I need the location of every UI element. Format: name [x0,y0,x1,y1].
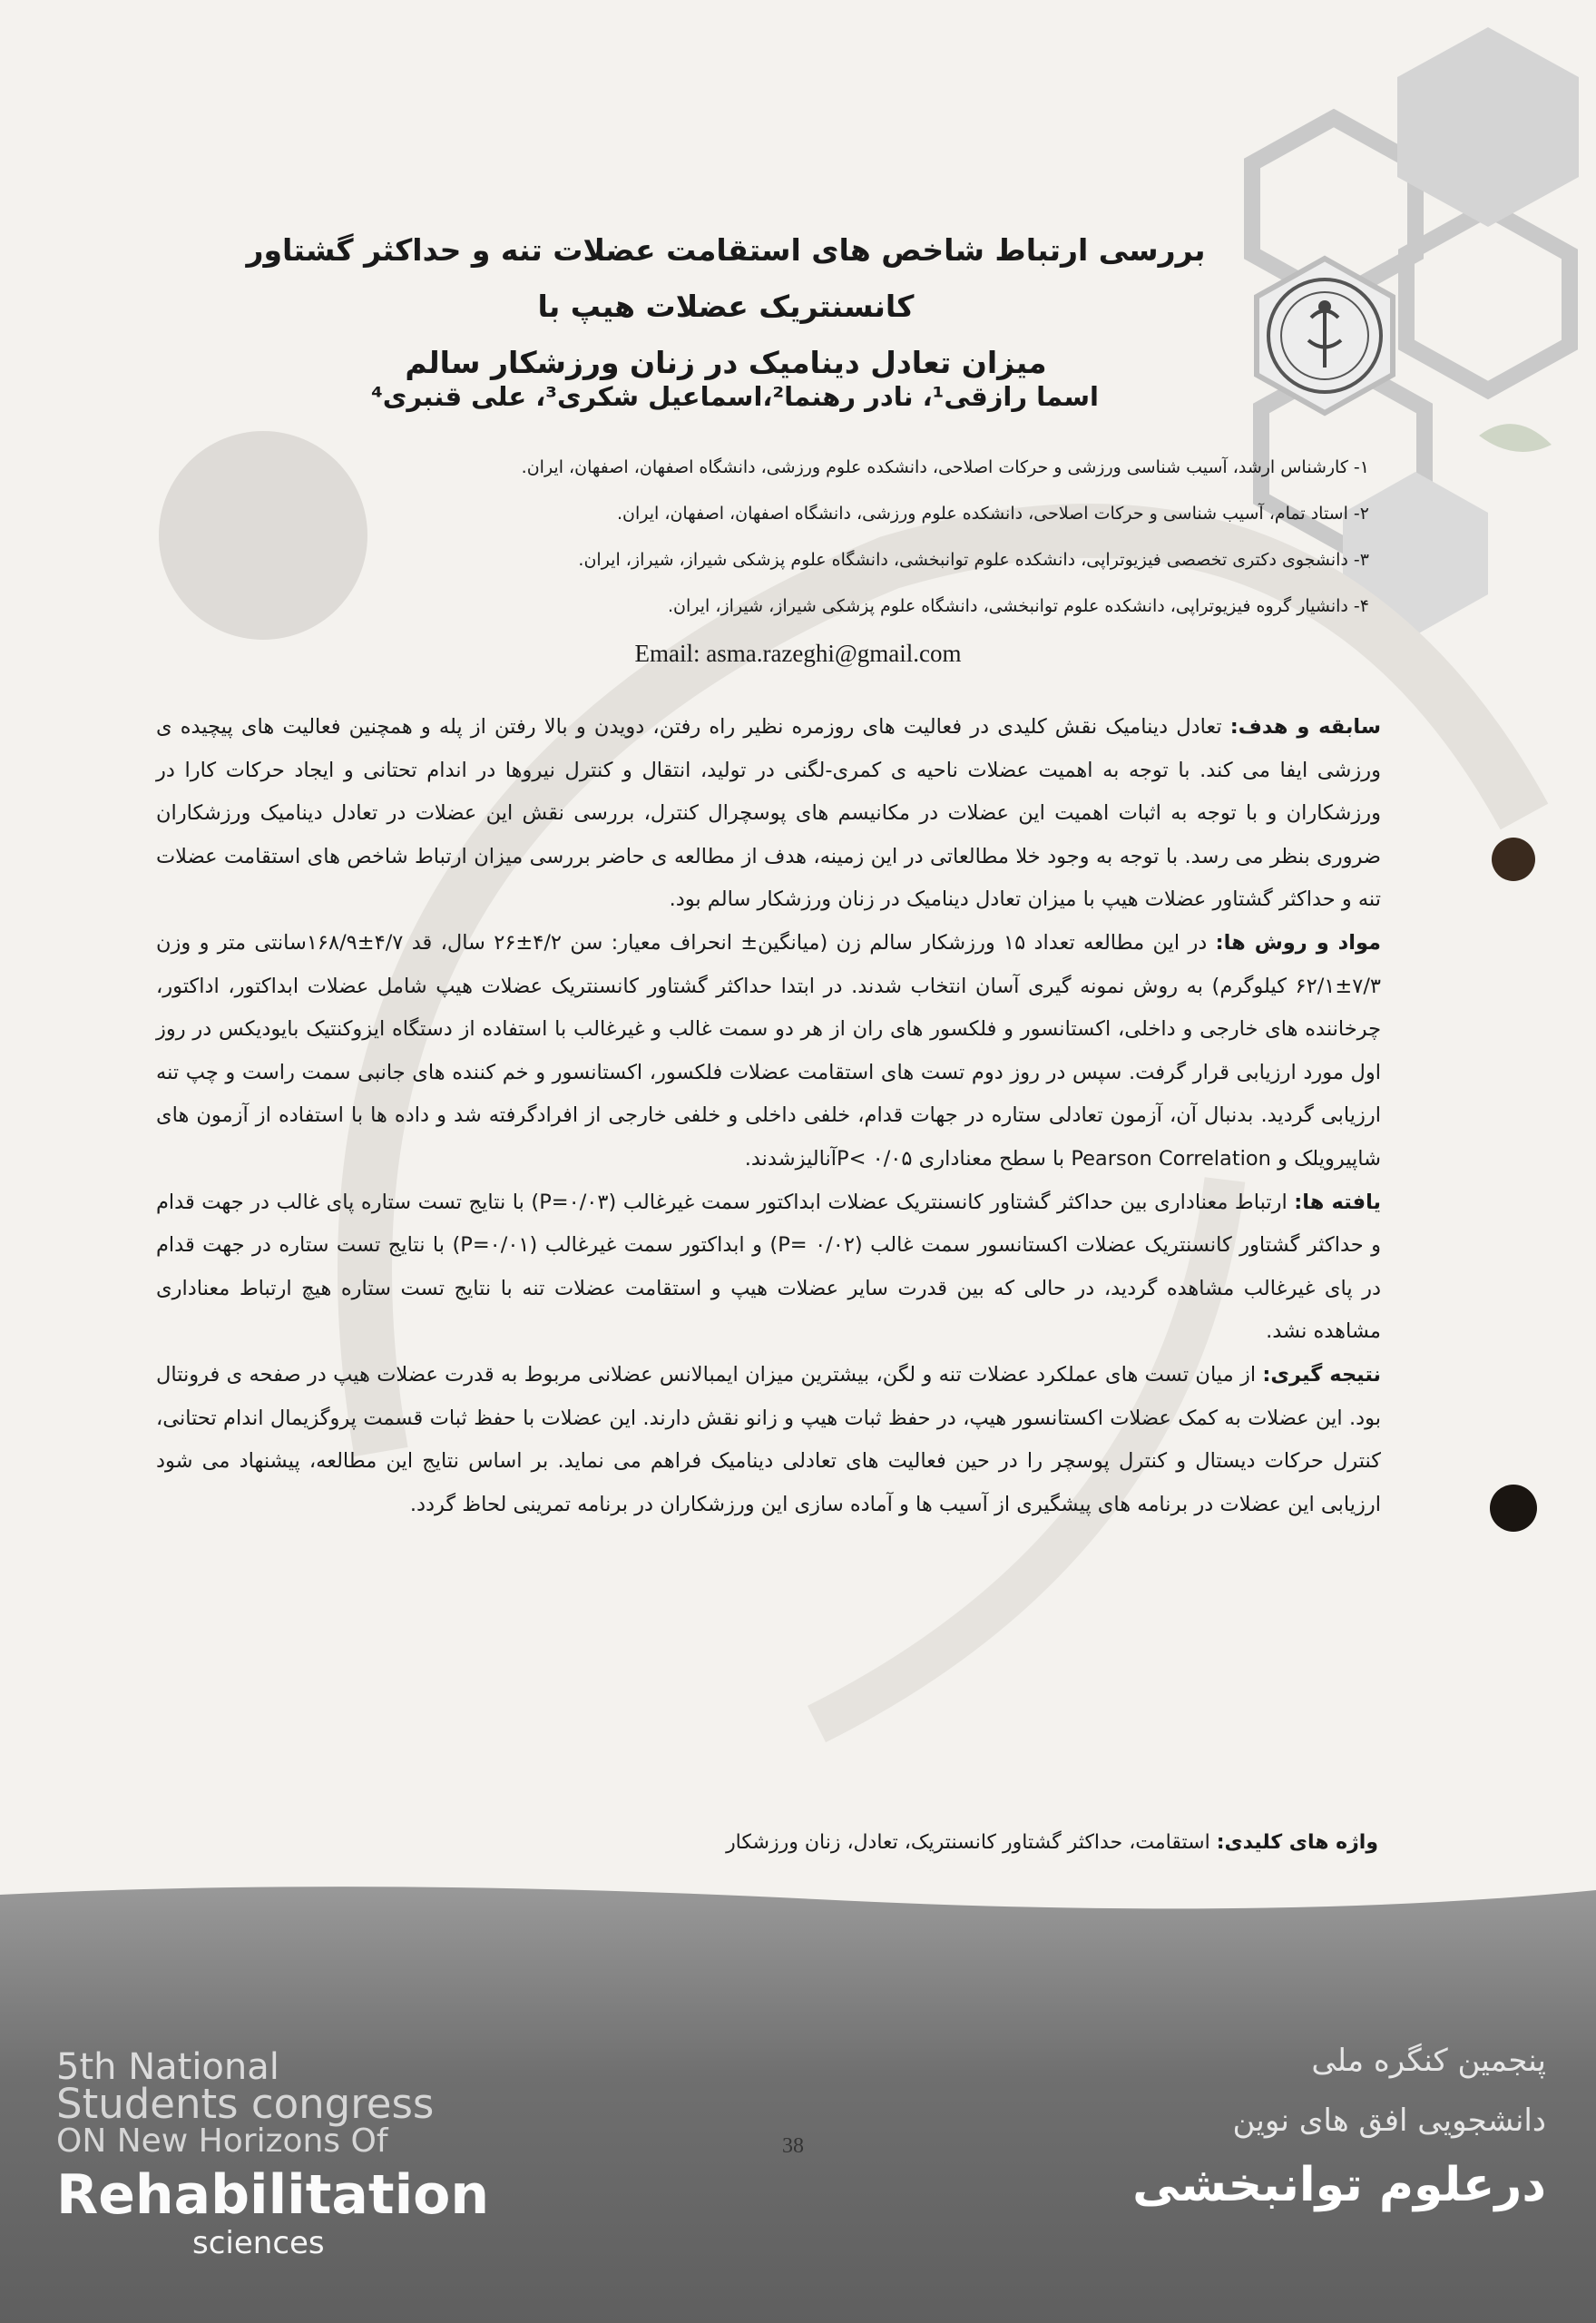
background-label: سابقه و هدف: [1229,715,1382,739]
congress-name-persian [1002,2031,1546,2220]
results-text: ارتباط معناداری بین حداکثر گشتاور کانسنتریک عضلات ابداکتور سمت غیرغالب (P=۰/۰۳) با نتایج تست ستاره پای غالب در جهت قدام و حداکثر گشتاور کانسنتریک عضلات اکستانسور سمت غالب (P= ۰/۰۲) و ابداکتور سمت غیرغالب (P=۰/۰۱) با نتایج تست ستاره در جهت قدام در پای غیرغالب مشاهده گردید، در حالی که بین قدرت سایر عضلات هیپ و استقامت عضلات تنه با نتایج تست ستاره هیچ ارتباط معناداری مشاهده نشد. [156,1190,1381,1344]
conclusion-paragraph [156,1354,1381,1526]
footer-en-line-3: ON New Horizons Of [56,2122,388,2160]
title-line-2: میزان تعادل دینامیک در زنان ورزشکار سالم [405,345,1047,380]
conclusion-label: نتیجه گیری: [1262,1362,1381,1387]
background-text: تعادل دینامیک نقش کلیدی در فعالیت های روزمره نظیر راه رفتن، دویدن و بالا رفتن از پله و همچنین فعالیت های پیچیده ی ورزشی ایفا می کند. با توجه به اهمیت عضلات ناحیه ی کمری-لگنی در تولید، انتقال و کنترل نیروها در اندام تحتانی و ایجاد حرکات کارا در ورزشکاران و با توجه به اثبات اهمیت این عضلات در مکانیسم های پوسچرال کنترل، بررسی نقش این عضلات در تعادل دینامیک ورزشکاران ضروری بنظر می رسد. با توجه به وجود خلا مطالعاتی در این زمینه، هدف از مطالعه ی حاضر بررسی میزان ارتباط شاخص های استقامت عضلات تنه و حداکثر گشتاور عضلات هیپ با میزان تعادل دینامیک در زنان ورزشکار سالم بود. [156,715,1381,912]
keywords-label: واژه های کلیدی: [1216,1831,1378,1854]
affiliations-list [280,445,1369,630]
paper-title [181,222,1270,391]
title-line-1: بررسی ارتباط شاخص های استقامت عضلات تنه و حداکثر گشتاور کانسنتریک عضلات هیپ با [246,232,1206,324]
abstract-body [156,706,1381,1526]
page-number: 38 [782,2134,804,2158]
affiliation-3: ۳- دانشجوی دکتری تخصصی فیزیوتراپی، دانشکده علوم توانبخشی، دانشگاه علوم پزشکی شیراز، شیراز، ایران. [578,550,1369,570]
background-paragraph [156,706,1381,922]
methods-text: در این مطالعه تعداد ۱۵ ورزشکار سالم زن (میانگین± انحراف معیار: سن ۴/۲±۲۶ سال، قد ۴/۷±۱۶۸/۹سانتی متر و وزن ۷/۳±۶۲/۱ کیلوگرم) به روش نمونه گیری آسان انتخاب شدند. در ابتدا حداکثر گشتاور کانسنتریک عضلات هیپ شامل عضلات ابداکتور، اداکتور، چرخاننده های خارجی و داخلی، اکستانسور و فلکسور های ران از هر دو سمت غالب و غیرغالب با استفاده از دستگاه ایزوکنتیک بایودیکس در روز اول مورد ارزیابی قرار گرفت. سپس در روز دوم تست های استقامت عضلات فلکسور، اکستانسور و خم کننده های جانبی سمت راست و چپ تنه ارزیابی گردید. بدنبال آن، آزمون تعادلی ستاره در جهات قدام، خلفی داخلی و خلفی خارجی از افرادگرفته شد و داده ها با استفاده از آزمون های شاپیرویلک و Pearson Correlation با سطح معناداری P< ۰/۰۵آنالیزشدند. [156,930,1381,1171]
contact-email: Email: asma.razeghi@gmail.com [634,640,962,667]
footer-en-line-2: Students congress [56,2080,435,2128]
methods-paragraph [156,922,1381,1181]
footer-fa-line-1: پنجمین کنگره ملی [1311,2043,1546,2079]
congress-name-english [56,2046,490,2261]
methods-label: مواد و روش ها: [1215,930,1381,955]
authors-line: اسما رازقی¹، نادر رهنما²،اسماعیل شکری³، علی قنبری⁴ [371,381,1099,412]
footer-en-line-5: sciences [192,2225,325,2261]
affiliation-2: ۲- استاد تمام، آسیب شناسی و حرکات اصلاحی، دانشکده علوم ورزشی، دانشگاه اصفهان، اصفهان، ایران. [616,504,1369,524]
footer-en-line-1: 5th National [56,2046,279,2088]
footer-fa-line-2: دانشجویی افق های نوین [1232,2102,1546,2139]
keywords-text: استقامت، حداکثر گشتاور کانسنتریک، تعادل، زنان ورزشکار [726,1831,1210,1854]
footer-wave-decoration [0,1877,1596,1931]
footer-fa-line-3: درعلوم توانبخشی [1132,2158,1546,2212]
conclusion-text: از میان تست های عملکرد عضلات تنه و لگن، بیشترین میزان ایمبالانس عضلانی مربوط به قدرت عضلات هیپ در صفحه ی فرونتال بود. این عضلات به کمک عضلات اکستانسور هیپ، در حفظ ثبات هیپ و زانو نقش دارند. این عضلات با حفظ ثبات قسمت پروگزیمال اندام تحتانی، کنترل حرکات دیستال و کنترل پوسچر را در حین فعالیت های تعادلی دینامیک فراهم می نماید. بر اساس نتایج این مطالعه، پیشنهاد می شود ارزیابی این عضلات در برنامه های پیشگیری از آسیب ها و آماده سازی این ورزشکاران در برنامه تمرینی لحاظ گردد. [156,1362,1381,1516]
keywords-line [289,1831,1378,1854]
congress-footer-banner [0,1877,1596,2323]
results-paragraph [156,1181,1381,1354]
affiliation-1: ۱- کارشناس ارشد، آسیب شناسی ورزشی و حرکات اصلاحی، دانشکده علوم ورزشی، دانشگاه اصفهان، اصفهان، ایران. [521,457,1369,477]
results-label: یافته ها: [1294,1190,1382,1214]
affiliation-4: ۴- دانشیار گروه فیزیوتراپی، دانشکده علوم توانبخشی، دانشگاه علوم پزشکی شیراز، شیراز، ایران. [668,596,1369,616]
footer-en-line-4: Rehabilitation [56,2163,490,2227]
